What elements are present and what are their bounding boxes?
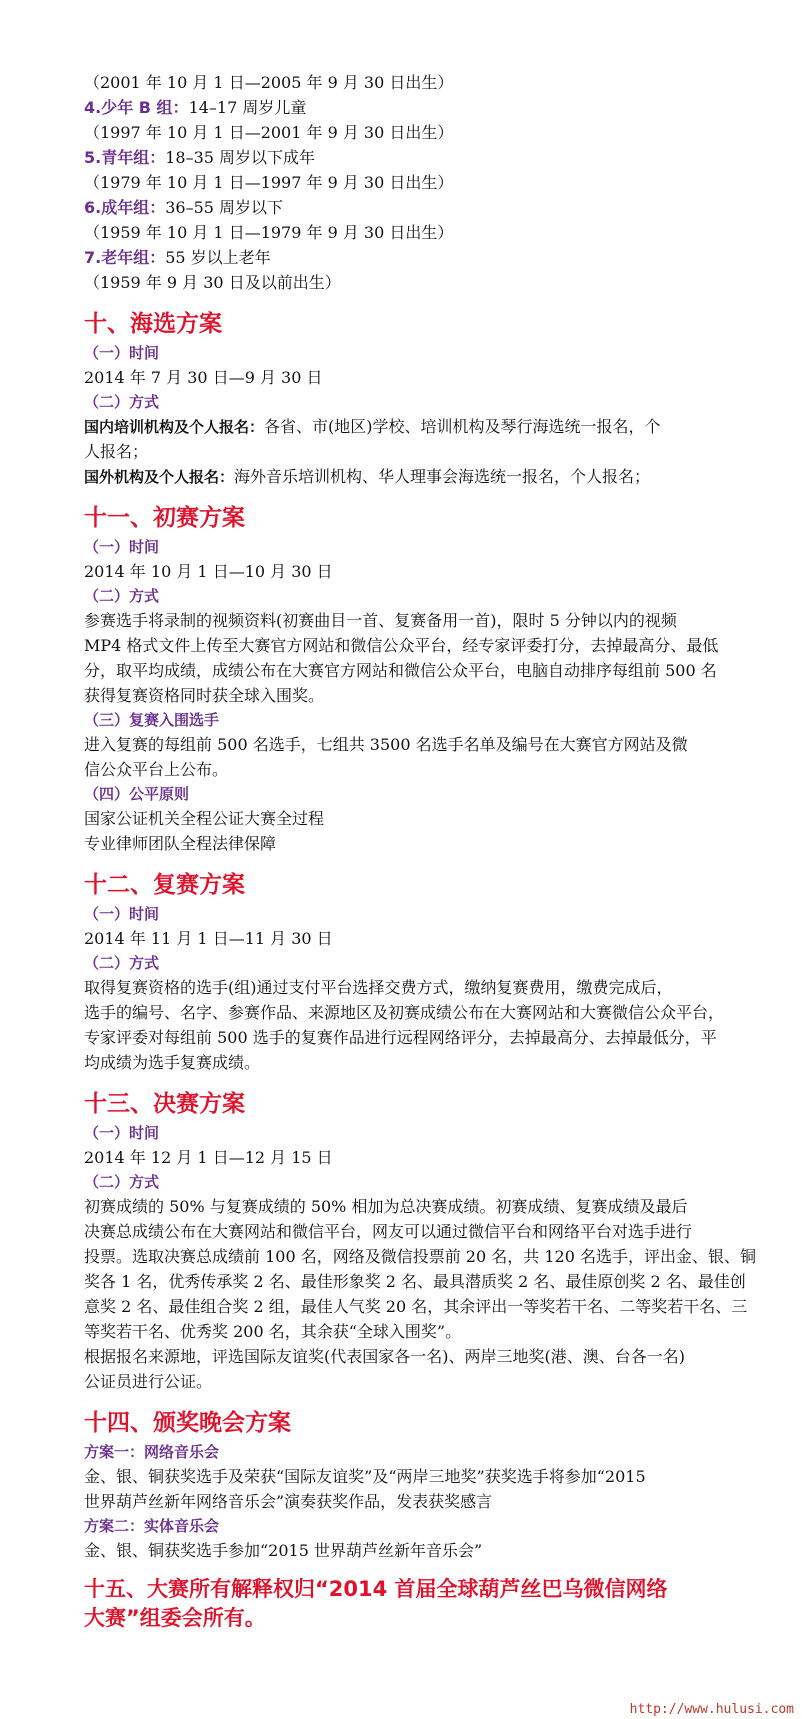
age-group-dates: （1959 年 9 月 30 日及以前出生）: [84, 273, 341, 292]
section-11-title: 十一、初赛方案: [84, 505, 245, 531]
section-11-finalist: [84, 732, 764, 782]
age-group-dates: （1959 年 10 月 1 日—1979 年 9 月 30 日出生）: [84, 223, 454, 242]
domestic-label: 国内培训机构及个人报名：: [84, 418, 265, 436]
paragraph-line: 均成绩为选手复赛成绩。: [84, 1053, 261, 1072]
document-body: [84, 70, 764, 1633]
age-group-row: [84, 95, 764, 120]
paragraph-line: 金、银、铜获奖选手及荣获“国际友谊奖”及“两岸三地奖”获奖选手将参加“2015: [84, 1467, 646, 1486]
age-group-name: 4.少年 B 组：: [84, 98, 189, 117]
section-12-time-label: （一）时间: [84, 905, 160, 923]
section-12-time: 2014 年 11 月 1 日—11 月 30 日: [84, 929, 333, 948]
section-13-method-label: （二）方式: [84, 1173, 160, 1191]
section-14-plan2-label: 方案二：实体音乐会: [84, 1517, 220, 1535]
domestic-text: 各省、市(地区)学校、培训机构及琴行海选统一报名，个: [264, 417, 661, 436]
age-group-desc: 14–17 周岁儿童: [188, 98, 307, 117]
foreign-label: 国外机构及个人报名：: [84, 468, 235, 486]
age-group-dates: （2001 年 10 月 1 日—2005 年 9 月 30 日出生）: [84, 73, 454, 92]
section-12-method: [84, 975, 764, 1075]
section-11-time-label: （一）时间: [84, 538, 160, 556]
age-group-row: [84, 245, 764, 270]
age-group-name: 7.老年组：: [84, 248, 166, 267]
paragraph-line: MP4 格式文件上传至大赛官方网站和微信公众平台，经专家评委打分，去掉最高分、最低: [84, 636, 719, 655]
section-14-plan1-label: 方案一：网络音乐会: [84, 1443, 220, 1461]
age-group-desc: 36–55 周岁以下: [165, 198, 284, 217]
age-group-dates: （1997 年 10 月 1 日—2001 年 9 月 30 日出生）: [84, 123, 454, 142]
watermark-url: http://www.hulusi.com: [629, 1702, 794, 1717]
age-group-desc: 18–35 周岁以下成年: [165, 148, 316, 167]
age-group-row: [84, 195, 764, 220]
paragraph-line: 公证员进行公证。: [84, 1372, 213, 1391]
section-10-title: 十、海选方案: [84, 311, 222, 337]
section-12-title: 十二、复赛方案: [84, 872, 245, 898]
section-11-time: 2014 年 10 月 1 日—10 月 30 日: [84, 562, 333, 581]
paragraph-line: 选手的编号、名字、参赛作品、来源地区及初赛成绩公布在大赛网站和大赛微信公众平台，: [84, 1003, 725, 1022]
final-title-line: 大赛”组委会所有。: [84, 1606, 266, 1630]
final-title-line: 十五、大赛所有解释权归“2014 首届全球葫芦丝巴乌微信网络: [84, 1577, 668, 1601]
section-14-title: 十四、颁奖晚会方案: [84, 1410, 291, 1436]
age-group-row: [84, 145, 764, 170]
age-group-desc: 55 岁以上老年: [165, 248, 271, 267]
paragraph-line: 根据报名来源地，评选国际友谊奖(代表国家各一名)、两岸三地奖(港、澳、台各一名): [84, 1347, 685, 1366]
section-11-fair-2: 专业律师团队全程法律保障: [84, 834, 277, 853]
section-10-time: 2014 年 7 月 30 日—9 月 30 日: [84, 368, 323, 387]
section-14-plan2: 金、银、铜获奖选手参加“2015 世界葫芦丝新年音乐会”: [84, 1541, 483, 1560]
paragraph-line: 获得复赛资格同时获全球入围奖。: [84, 686, 325, 705]
section-10-domestic: [84, 414, 764, 439]
paragraph-line: 奖各 1 名，优秀传承奖 2 名、最佳形象奖 2 名、最具潜质奖 2 名、最佳原创奖 2 名、最佳创: [84, 1272, 746, 1291]
paragraph-line: 意奖 2 名、最佳组合奖 2 组，最佳人气奖 20 名，其余评出一等奖若干名、二等奖若干名、三: [84, 1297, 748, 1316]
age-group-dates: （1979 年 10 月 1 日—1997 年 9 月 30 日出生）: [84, 173, 454, 192]
paragraph-line: 进入复赛的每组前 500 名选手，七组共 3500 名选手名单及编号在大赛官方网站及微: [84, 735, 688, 754]
age-group-name: 5.青年组：: [84, 148, 166, 167]
section-11-fair-1: 国家公证机关全程公证大赛全过程: [84, 809, 325, 828]
paragraph-line: 取得复赛资格的选手(组)通过支付平台选择交费方式，缴纳复赛费用，缴费完成后，: [84, 978, 673, 997]
section-11-method: [84, 608, 764, 708]
section-13-time-label: （一）时间: [84, 1124, 160, 1142]
section-13-title: 十三、决赛方案: [84, 1091, 245, 1117]
paragraph-line: 世界葫芦丝新年网络音乐会”演奏获奖作品，发表获奖感言: [84, 1492, 493, 1511]
paragraph-line: 信公众平台上公布。: [84, 760, 229, 779]
section-11-method-label: （二）方式: [84, 587, 160, 605]
section-10-foreign: [84, 464, 764, 489]
paragraph-line: 投票。选取决赛总成绩前 100 名，网络及微信投票前 20 名，共 120 名选手，评出金、银、铜: [84, 1247, 756, 1266]
paragraph-line: 等奖若干名、优秀奖 200 名，其余获“全球入围奖”。: [84, 1322, 462, 1341]
section-14-plan1: [84, 1464, 764, 1514]
section-13-method: [84, 1194, 764, 1394]
section-10-time-label: （一）时间: [84, 344, 160, 362]
section-11-finalist-label: （三）复赛入围选手: [84, 711, 220, 729]
foreign-text: 海外音乐培训机构、华人理事会海选统一报名，个人报名；: [234, 467, 651, 486]
section-10-method-label: （二）方式: [84, 393, 160, 411]
section-12-method-label: （二）方式: [84, 954, 160, 972]
paragraph-line: 分，取平均成绩，成绩公布在大赛官方网站和微信公众平台，电脑自动排序每组前 500 名: [84, 661, 717, 680]
section-13-time: 2014 年 12 月 1 日—12 月 15 日: [84, 1148, 333, 1167]
paragraph-line: 决赛总成绩公布在大赛网站和微信平台，网友可以通过微信平台和网络平台对选手进行: [84, 1222, 693, 1241]
section-15-title: [84, 1575, 764, 1633]
age-group-name: 6.成年组：: [84, 198, 166, 217]
paragraph-line: 参赛选手将录制的视频资料(初赛曲目一首、复赛备用一首)，限时 5 分钟以内的视频: [84, 611, 677, 630]
paragraph-line: 初赛成绩的 50% 与复赛成绩的 50% 相加为总决赛成绩。初赛成绩、复赛成绩及最后: [84, 1197, 688, 1216]
section-11-fair-label: （四）公平原则: [84, 785, 190, 803]
paragraph-line: 专家评委对每组前 500 选手的复赛作品进行远程网络评分，去掉最高分、去掉最低分，平: [84, 1028, 717, 1047]
section-10-domestic-cont: 人报名；: [84, 442, 149, 461]
